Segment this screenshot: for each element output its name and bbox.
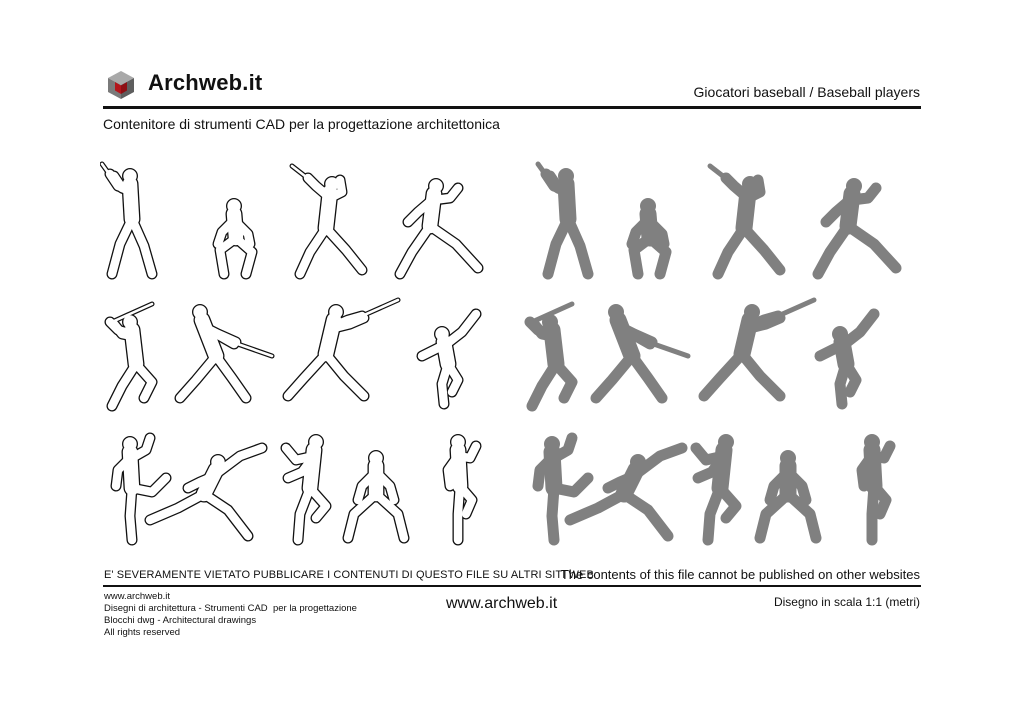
outline-fielder-ready-figure [348, 450, 404, 538]
silhouette-pitcher-stride-figure [570, 448, 682, 536]
outline-pitcher-windup-figure [400, 178, 478, 274]
silhouette-pitcher-throw-figure [696, 434, 736, 540]
baseball-players-figures [100, 150, 924, 560]
silhouette-fielder-ready-figure [760, 450, 816, 538]
archweb-logo-icon [106, 70, 136, 100]
outline-batter-load-figure [110, 304, 152, 406]
silhouette-pitcher-set-figure [862, 434, 890, 540]
brand-name: Archweb.it [148, 70, 263, 95]
outline-batter-swing-extended-figure [288, 300, 398, 396]
outline-pitcher-leg-kick-figure [116, 436, 166, 540]
header-divider [103, 106, 921, 109]
footer-info-line: All rights reserved [104, 627, 181, 638]
footer-info-line: Blocchi dwg - Architectural drawings [104, 615, 257, 626]
footer-divider [103, 585, 921, 587]
outline-batter-swing-figure [180, 304, 272, 398]
silhouette-pitcher-leg-kick-figure [538, 436, 588, 540]
outline-pitcher-set-figure [448, 434, 476, 540]
silhouette-batter-follow-through-figure [710, 166, 780, 274]
silhouette-batter-swing-extended-figure [704, 300, 814, 396]
silhouette-batter-stance-figure [538, 164, 588, 274]
scale-note: Disegno in scala 1:1 (metri) [773, 595, 920, 609]
outline-batter-follow-through-figure [292, 166, 362, 274]
subtitle: Contenitore di strumenti CAD per la progettazione architettonica [103, 116, 500, 132]
outline-pitcher-throw-figure [286, 434, 326, 540]
copyright-warning-italian: E' SEVERAMENTE VIETATO PUBBLICARE I CONTENUTI DI QUESTO FILE SU ALTRI SITI WEB [104, 569, 594, 581]
copyright-warning-english: The contents of this file cannot be published on other websites [560, 567, 920, 582]
outline-pitcher-stride-figure [150, 448, 262, 536]
footer-info-line: Disegni di architettura - Strumenti CAD per la progettazione [104, 603, 357, 614]
footer-url: www.archweb.it [446, 595, 558, 612]
silhouette-batter-load-figure [530, 304, 572, 406]
drawing-title: Giocatori baseball / Baseball players [693, 84, 920, 100]
footer-info [104, 591, 357, 639]
outline-catcher-figure [218, 198, 252, 274]
silhouette-pitcher-windup-figure [818, 178, 896, 274]
silhouette-pitcher-release-figure [820, 314, 874, 404]
outline-batter-stance-figure [102, 164, 152, 274]
silhouette-catcher-figure [632, 198, 666, 274]
silhouette-batter-swing-figure [596, 304, 688, 398]
outline-pitcher-release-figure [422, 314, 476, 404]
footer-info-line: www.archweb.it [104, 591, 170, 602]
